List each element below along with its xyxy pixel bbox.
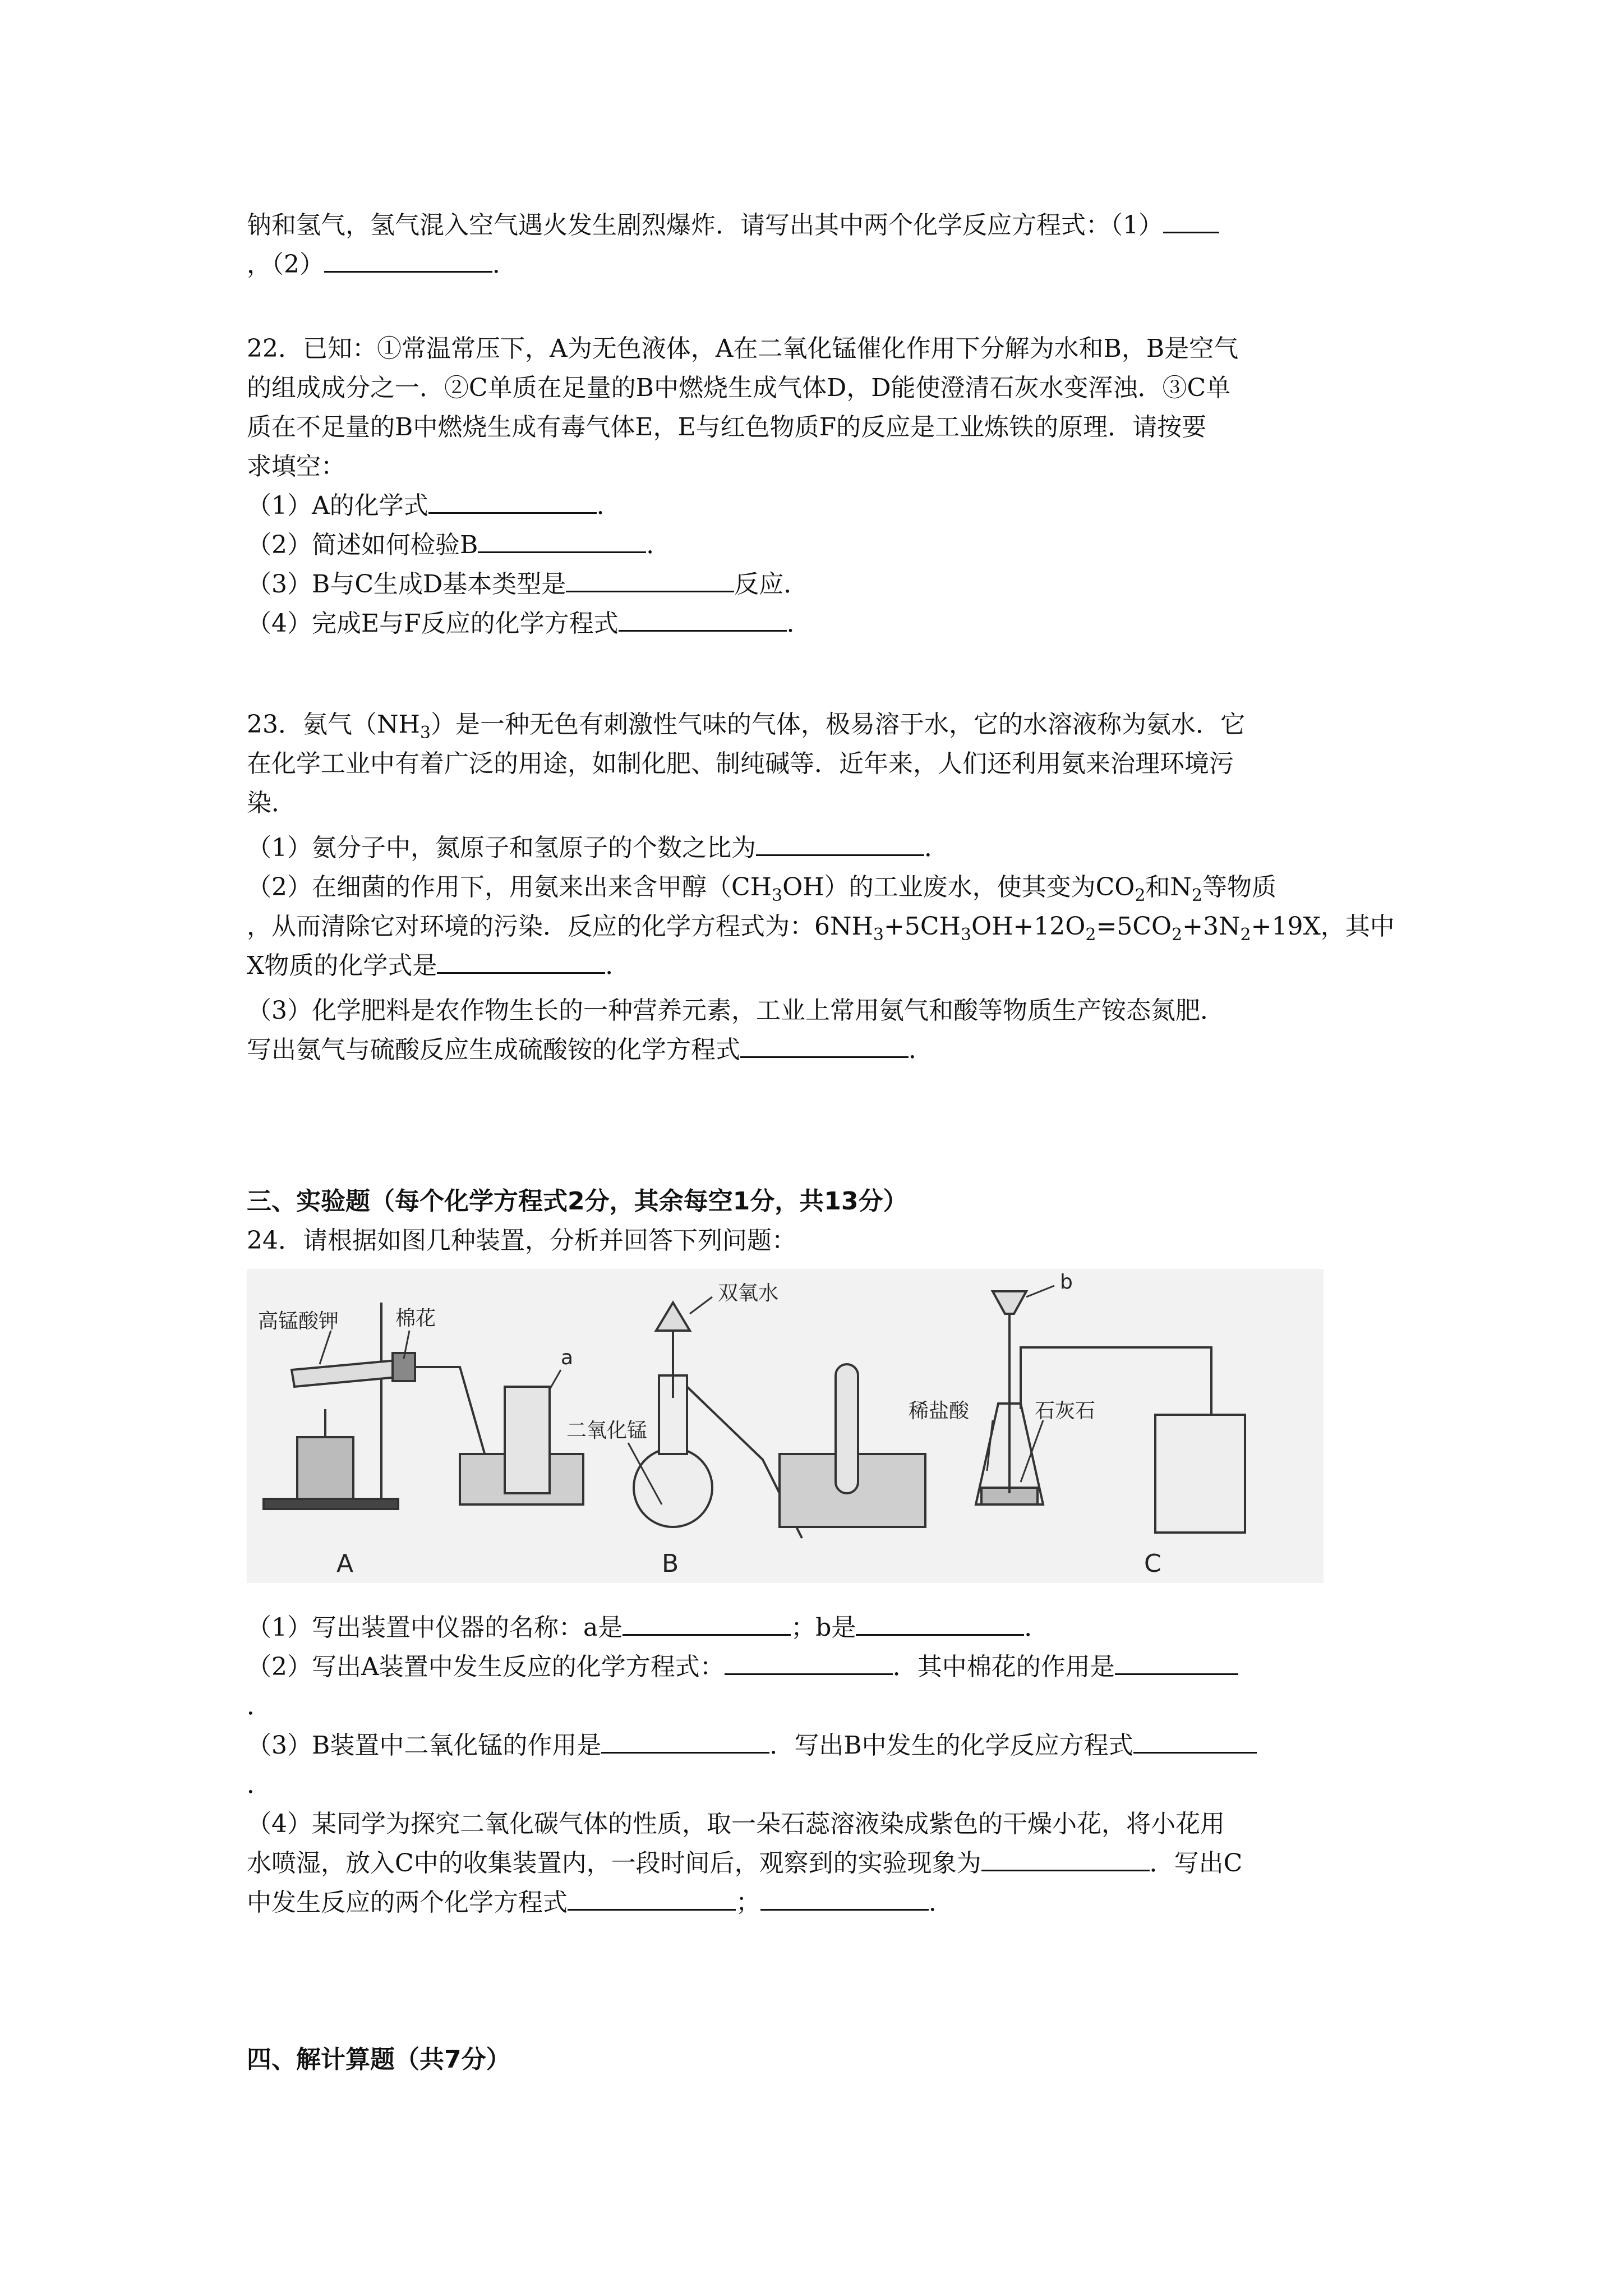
answer-blank[interactable] xyxy=(756,832,924,856)
q22-line4: 求填空： xyxy=(247,452,345,481)
answer-blank[interactable] xyxy=(725,1651,893,1675)
q24-sub4-line3: 中发生反应的两个化学方程式 ； ． xyxy=(247,1886,953,1920)
answer-blank[interactable] xyxy=(760,1887,929,1911)
q23-sub1: （1）氨分子中，氮原子和氢原子的个数之比为 ． xyxy=(247,831,949,865)
answer-blank[interactable] xyxy=(437,950,605,974)
answer-blank[interactable] xyxy=(740,1034,909,1058)
answer-blank[interactable] xyxy=(1115,1651,1238,1675)
section-4-heading: 四、解计算题（共7分） xyxy=(247,2045,511,2074)
q23-sub2-line3: X物质的化学式是 ． xyxy=(247,949,630,983)
q22-line1: 22．已知：①常温常压下，A为无色液体，A在二氧化锰催化作用下分解为水和B，B是空气 xyxy=(247,334,1239,363)
label-b: b xyxy=(1060,1271,1073,1294)
collecting-tube-b xyxy=(836,1364,858,1493)
q24-sub2-end: ． xyxy=(247,1692,271,1720)
collecting-bottle-c xyxy=(1155,1415,1245,1533)
q24-sub3: （3）B装置中二氧化锰的作用是 ．写出B中发生的化学反应方程式 xyxy=(247,1729,1257,1763)
q22-sub1: （1）A的化学式 ． xyxy=(247,489,621,523)
answer-blank[interactable] xyxy=(601,1729,769,1754)
q24-sub1: （1）写出装置中仪器的名称：a是 ；b是 ． xyxy=(247,1611,1049,1645)
q24-sub3-end: ． xyxy=(247,1770,271,1799)
q22-sub4: （4）完成E与F反应的化学方程式 ． xyxy=(247,607,811,641)
q21-line1: 钠和氢气，氢气混入空气遇火发生剧烈爆炸．请写出其中两个化学反应方程式：（1） xyxy=(247,209,1219,242)
q21-line2: ，（2） ． xyxy=(247,248,517,282)
q23-line3: 染． xyxy=(247,789,296,817)
q23-line2: 在化学工业中有着广泛的用途，如制化肥、制纯碱等．近年来，人们还利用氨来治理环境污 xyxy=(247,749,1234,778)
answer-blank[interactable] xyxy=(324,249,492,273)
round-bottom-flask xyxy=(634,1448,712,1527)
answer-blank[interactable] xyxy=(1133,1729,1257,1754)
q23-sub2-line1: （2）在细菌的作用下，用氨来出来含甲醇$(CH_3OH)$的工业废水，使其变为$CO_2$和$N_2$等物质 xyxy=(247,873,1276,905)
apparatus-figure xyxy=(247,1269,1324,1583)
label-mno2: 二氧化锰 xyxy=(566,1419,648,1442)
label-C: C xyxy=(1144,1549,1161,1578)
answer-blank[interactable] xyxy=(981,1847,1150,1871)
q22-sub2: （2）简述如何检验B ． xyxy=(247,528,671,562)
q24-stem: 24．请根据如图几种装置，分析并回答下列问题： xyxy=(247,1226,796,1255)
label-kmno4: 高锰酸钾 xyxy=(258,1310,339,1333)
alcohol-lamp xyxy=(297,1437,353,1499)
answer-blank[interactable] xyxy=(856,1612,1024,1636)
label-hcl: 稀盐酸 xyxy=(909,1400,970,1423)
q24-sub2: （2）写出A装置中发生反应的化学方程式： ．其中棉花的作用是 xyxy=(247,1650,1238,1684)
q23-sub2-line2: ，从而清除它对环境的污染．反应的化学方程式为：$6NH_3+5CH_3OH+12O_2=5CO_2+3N_2+19X$，其中 xyxy=(247,912,1395,945)
label-cotton: 棉花 xyxy=(395,1307,436,1330)
label-A: A xyxy=(336,1549,354,1578)
answer-blank[interactable] xyxy=(428,490,597,514)
answer-blank[interactable] xyxy=(623,1612,791,1636)
answer-blank[interactable] xyxy=(1163,209,1219,233)
q24-sub4-line1: （4）某同学为探究二氧化碳气体的性质，取一朵石蕊溶液染成紫色的干燥小花，将小花用 xyxy=(247,1810,1225,1838)
answer-blank[interactable] xyxy=(619,608,787,632)
answer-blank[interactable] xyxy=(566,568,734,592)
label-h2o2: 双氧水 xyxy=(718,1282,779,1305)
q22-line2: 的组成成分之一．②C单质在足量的B中燃烧生成气体D，D能使澄清石灰水变浑浊．③C单 xyxy=(247,374,1231,402)
answer-blank[interactable] xyxy=(568,1887,736,1911)
section-3-heading: 三、实验题（每个化学方程式2分，其余每空1分，共13分） xyxy=(247,1187,908,1216)
q24-sub4-line2: 水喷湿，放入C中的收集装置内，一段时间后，观察到的实验现象为 ．写出C xyxy=(247,1847,1242,1880)
label-limestone: 石灰石 xyxy=(1035,1400,1096,1423)
q23-sub3-line2: 写出氨气与硫酸反应生成硫酸铵的化学方程式 ． xyxy=(247,1033,933,1067)
q22-line3: 质在不足量的B中燃烧生成有毒气体E，E与红色物质F的反应是工业炼铁的原理．请按要 xyxy=(247,413,1207,441)
q22-sub3: （3）B与C生成D基本类型是 反应． xyxy=(247,568,808,601)
q23-line1: 23．氨气$(NH_3)$是一种无色有刺激性气味的气体，极易溶于水，它的水溶液称为氨水．它 xyxy=(247,710,1245,743)
label-a: a xyxy=(561,1346,574,1369)
answer-blank[interactable] xyxy=(478,529,646,553)
gas-collecting-bottle xyxy=(505,1387,550,1493)
q23-sub3-line1: （3）化学肥料是农作物生长的一种营养元素，工业上常用氨气和酸等物质生产铵态氮肥． xyxy=(247,996,1225,1025)
stand-base xyxy=(264,1499,398,1509)
label-B: B xyxy=(662,1549,679,1578)
